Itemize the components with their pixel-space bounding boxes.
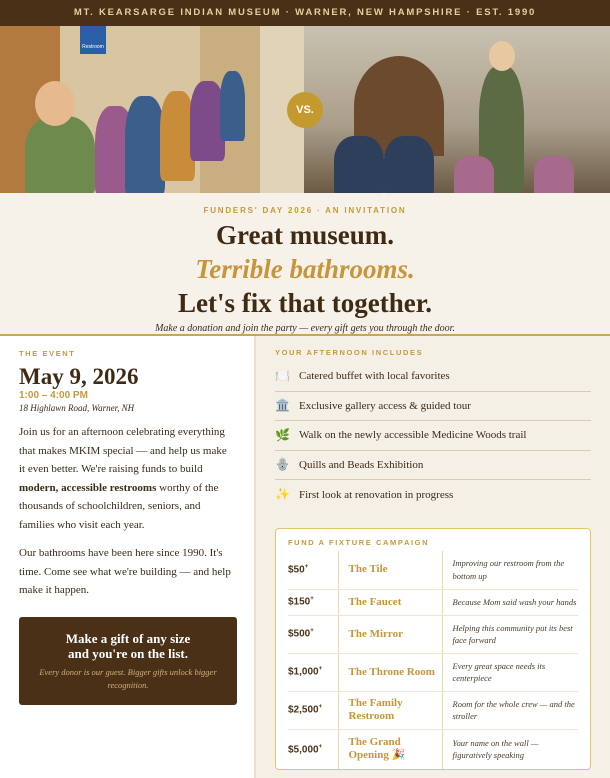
event-description <box>19 423 235 534</box>
fixture-desc: Improving our restroom from the bottom up <box>442 551 578 589</box>
fixture-desc: Helping this community put its best face forward <box>442 615 578 653</box>
leaf-icon: 🌿 <box>275 427 290 442</box>
museum-tour-photo <box>304 26 610 193</box>
sparkles-icon: ✨ <box>275 487 290 502</box>
hero-kicker: FUNDERS' DAY 2026 · AN INVITATION <box>203 206 407 215</box>
amount-cell <box>288 589 338 615</box>
include-text: Catered buffet with local favorites <box>299 370 450 383</box>
event-date: May 9, 2026 <box>19 364 139 389</box>
table-row <box>288 551 578 589</box>
headline-line-2: Terrible bathrooms. <box>195 254 415 284</box>
include-item <box>275 421 591 451</box>
museum-banner: MT. KEARSARGE INDIAN MUSEUM · WARNER, NEW HAMPSHIRE · EST. 1990 <box>0 0 610 26</box>
amount-cell <box>288 653 338 691</box>
fund-fixture-table <box>275 528 591 770</box>
fixture-name: The Family Restroom <box>338 691 442 729</box>
fixture-desc: Because Mom said wash your hands <box>442 589 578 615</box>
amount: $500 <box>288 628 311 640</box>
amount-cell <box>288 691 338 729</box>
hero-section <box>0 193 610 334</box>
gift-callout <box>19 617 237 705</box>
fixture-desc: Every great space needs its centerpiece <box>442 653 578 691</box>
amount-cell <box>288 615 338 653</box>
plus-mark: + <box>318 704 323 711</box>
amount: $150 <box>288 596 311 608</box>
headline-line-3: Let's fix that together. <box>178 288 432 318</box>
fixture-name: The Tile <box>338 551 442 589</box>
plus-mark: + <box>310 628 314 635</box>
restroom-sign: Restroom <box>80 26 106 54</box>
include-item <box>275 392 591 422</box>
plus-mark: + <box>304 564 309 571</box>
hero-subtitle: Make a donation and join the party — every gift gets you through the door. <box>155 323 455 334</box>
hamsa-icon: 🪬 <box>275 457 290 472</box>
include-text: Exclusive gallery access & guided tour <box>299 399 471 412</box>
include-text: First look at renovation in progress <box>299 488 454 501</box>
include-item <box>275 362 591 392</box>
plus-mark: + <box>310 596 314 603</box>
cta-title-2: and you're on the list. <box>67 646 189 661</box>
event-time: 1:00 – 4:00 PM <box>19 390 88 401</box>
cta-subtitle: Every donor is our guest. Bigger gifts unlock bigger recognition. <box>39 667 217 690</box>
column-divider <box>254 336 256 778</box>
headline-line-1: Great museum. <box>216 220 394 250</box>
cta-title-1: Make a gift of any size <box>65 631 191 646</box>
include-text: Walk on the newly accessible Medicine Woods trail <box>299 429 527 442</box>
table-row <box>288 615 578 653</box>
fixture-name: The Throne Room <box>338 653 442 691</box>
amount: $1,000 <box>288 666 319 678</box>
include-item <box>275 451 591 481</box>
fixture-name: The Faucet <box>338 589 442 615</box>
amount-cell <box>288 729 338 769</box>
highlight-text: modern, accessible restrooms <box>19 481 157 494</box>
event-label: THE EVENT <box>19 349 76 358</box>
amount-cell <box>288 551 338 589</box>
plate-icon: 🍽️ <box>275 368 290 383</box>
event-description-2: Our bathrooms have been here since 1990. It's time. Come see what we're building — and help make it happen. <box>19 547 231 596</box>
museum-icon: 🏛️ <box>275 398 290 413</box>
text: Join us for an afternoon celebrating everything that makes MKIM special — and help us make it even better. We're raising funds to build <box>19 426 227 475</box>
table-row <box>288 589 578 615</box>
include-item <box>275 480 591 510</box>
fixture-name: The Grand Opening 🎉 <box>338 729 442 769</box>
fixture-name: The Mirror <box>338 615 442 653</box>
amount: $2,500 <box>288 704 319 716</box>
table-row <box>288 729 578 769</box>
includes-section <box>275 348 591 510</box>
fixture-desc: Room for the whole crew — and the stroller <box>442 691 578 729</box>
plus-mark: + <box>318 666 323 673</box>
include-text: Quills and Beads Exhibition <box>299 458 424 471</box>
fund-label: FUND A FIXTURE CAMPAIGN <box>288 538 430 547</box>
includes-label: YOUR AFTERNOON INCLUDES <box>275 348 424 357</box>
amount: $50 <box>288 564 305 576</box>
amount: $5,000 <box>288 743 319 755</box>
vs-badge: VS. <box>287 92 323 128</box>
table-row <box>288 691 578 729</box>
plus-mark: + <box>318 743 323 750</box>
text: worthy of the thousands of schoolchildren, seniors, and families who visit each year. <box>19 481 219 531</box>
table-row <box>288 653 578 691</box>
fixture-desc: Your name on the wall — figuratively speaking <box>452 737 539 761</box>
event-column <box>0 336 254 778</box>
event-address: 18 Highlawn Road, Warner, NH <box>19 403 135 413</box>
hallway-line-photo <box>0 26 304 193</box>
